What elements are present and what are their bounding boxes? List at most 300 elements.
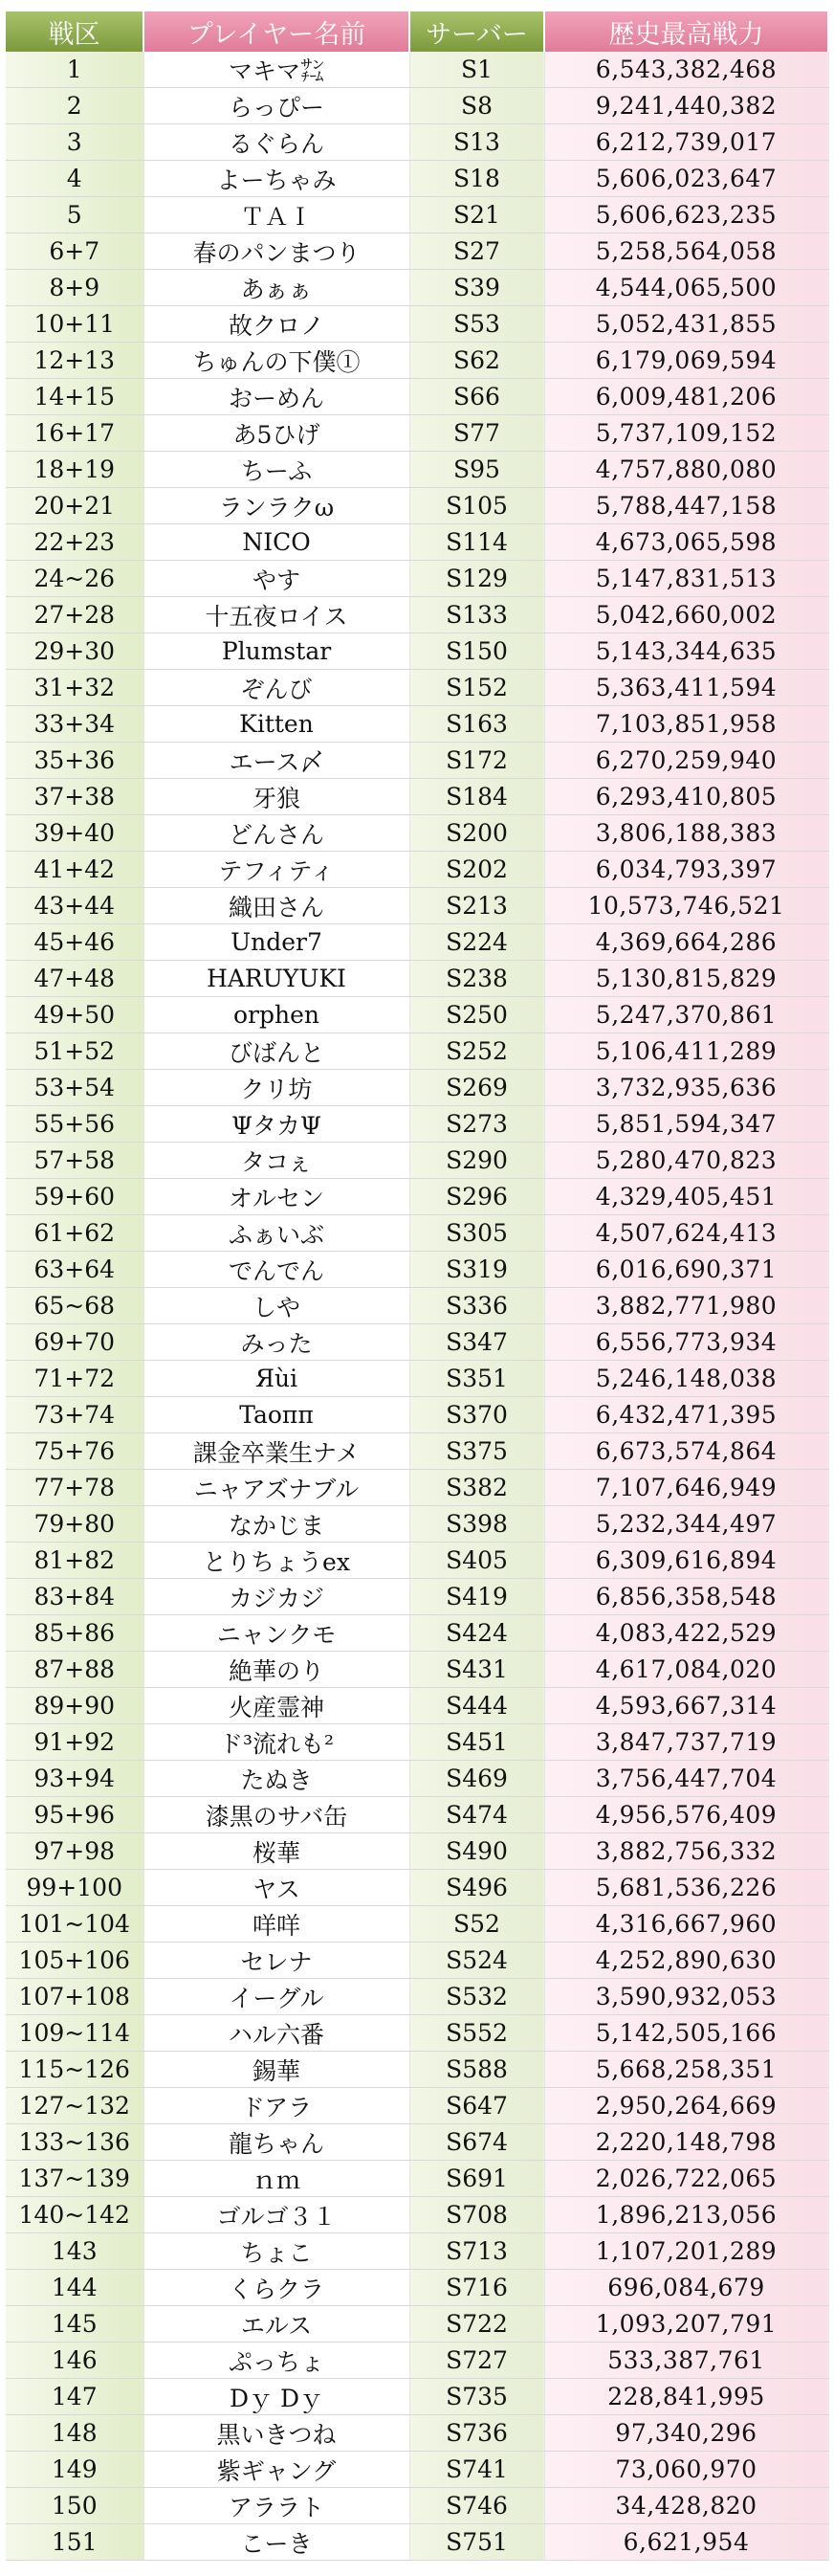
server-cell: S8 — [409, 88, 544, 124]
power-cell: 5,668,258,351 — [544, 2052, 828, 2088]
area-cell: 33+34 — [6, 706, 143, 743]
power-cell: 6,856,358,548 — [544, 1579, 828, 1615]
table-row — [6, 1797, 828, 1833]
table-row — [6, 2415, 828, 2452]
area-cell: 99+100 — [6, 1870, 143, 1906]
power-cell: 5,042,660,002 — [544, 597, 828, 633]
power-cell: 7,107,646,949 — [544, 1470, 828, 1506]
ranking-table — [6, 11, 829, 2561]
power-cell: 696,084,679 — [544, 2270, 828, 2306]
power-cell: 4,757,880,080 — [544, 452, 828, 488]
power-cell: 5,737,109,152 — [544, 415, 828, 452]
player-name-cell: Dｙ Dｙ — [143, 2379, 409, 2415]
power-cell: 9,241,440,382 — [544, 88, 828, 124]
server-cell: S647 — [409, 2088, 544, 2124]
power-cell: 5,363,411,594 — [544, 670, 828, 706]
player-name-cell: ランラクω — [143, 488, 409, 524]
server-cell: S713 — [409, 2233, 544, 2270]
player-name-cell: ぷっちょ — [143, 2343, 409, 2379]
player-name-cell: エース〆 — [143, 743, 409, 779]
table-row — [6, 997, 828, 1033]
table-row — [6, 852, 828, 888]
server-cell: S405 — [409, 1543, 544, 1579]
power-cell: 7,103,851,958 — [544, 706, 828, 743]
table-row — [6, 1288, 828, 1324]
table-row — [6, 2452, 828, 2488]
table-row — [6, 779, 828, 815]
server-cell: S252 — [409, 1033, 544, 1070]
header-server: サーバー — [409, 11, 544, 52]
server-cell: S1 — [409, 52, 544, 88]
area-cell: 63+64 — [6, 1252, 143, 1288]
table-row — [6, 1833, 828, 1870]
server-cell: S13 — [409, 124, 544, 161]
server-cell: S474 — [409, 1797, 544, 1833]
power-cell: 5,106,411,289 — [544, 1033, 828, 1070]
area-cell: 5 — [6, 197, 143, 233]
server-cell: S674 — [409, 2124, 544, 2161]
player-name-cell: マキマ㌠ — [143, 52, 409, 88]
power-cell: 97,340,296 — [544, 2415, 828, 2452]
area-cell: 53+54 — [6, 1070, 143, 1106]
header-max-power: 歴史最高戦力 — [544, 11, 828, 52]
power-cell: 4,673,065,598 — [544, 524, 828, 561]
power-cell: 4,369,664,286 — [544, 924, 828, 961]
area-cell: 127~132 — [6, 2088, 143, 2124]
server-cell: S269 — [409, 1070, 544, 1106]
table-row — [6, 815, 828, 852]
power-cell: 5,232,344,497 — [544, 1506, 828, 1543]
area-cell: 95+96 — [6, 1797, 143, 1833]
server-cell: S398 — [409, 1506, 544, 1543]
server-cell: S727 — [409, 2343, 544, 2379]
power-cell: 4,956,576,409 — [544, 1797, 828, 1833]
server-cell: S202 — [409, 852, 544, 888]
area-cell: 29+30 — [6, 633, 143, 670]
table-row — [6, 1470, 828, 1506]
power-cell: 6,673,574,864 — [544, 1433, 828, 1470]
player-name-cell: おーめん — [143, 379, 409, 415]
table-row — [6, 924, 828, 961]
table-row — [6, 1070, 828, 1106]
player-name-cell: ド³流れも² — [143, 1724, 409, 1761]
area-cell: 83+84 — [6, 1579, 143, 1615]
area-cell: 137~139 — [6, 2161, 143, 2197]
table-row — [6, 1324, 828, 1361]
area-cell: 35+36 — [6, 743, 143, 779]
server-cell: S746 — [409, 2488, 544, 2524]
server-cell: S273 — [409, 1106, 544, 1143]
area-cell: 31+32 — [6, 670, 143, 706]
table-row — [6, 379, 828, 415]
power-cell: 3,732,935,636 — [544, 1070, 828, 1106]
power-cell: 1,107,201,289 — [544, 2233, 828, 2270]
server-cell: S95 — [409, 452, 544, 488]
player-name-cell: るぐらん — [143, 124, 409, 161]
power-cell: 6,009,481,206 — [544, 379, 828, 415]
server-cell: S62 — [409, 343, 544, 379]
player-name-cell: あ5ひげ — [143, 415, 409, 452]
player-name-cell: 錫華 — [143, 2052, 409, 2088]
player-name-cell: らっぴー — [143, 88, 409, 124]
area-cell: 57+58 — [6, 1143, 143, 1179]
server-cell: S53 — [409, 306, 544, 343]
power-cell: 4,544,065,500 — [544, 270, 828, 306]
server-cell: S451 — [409, 1724, 544, 1761]
area-cell: 77+78 — [6, 1470, 143, 1506]
player-name-cell: Яùi — [143, 1361, 409, 1397]
server-cell: S163 — [409, 706, 544, 743]
power-cell: 4,593,667,314 — [544, 1688, 828, 1724]
player-name-cell: ニャンクモ — [143, 1615, 409, 1652]
area-cell: 150 — [6, 2488, 143, 2524]
server-cell: S431 — [409, 1652, 544, 1688]
server-cell: S347 — [409, 1324, 544, 1361]
power-cell: 4,617,084,020 — [544, 1652, 828, 1688]
header-row — [6, 11, 828, 52]
table-row — [6, 2088, 828, 2124]
player-name-cell: 絶華のり — [143, 1652, 409, 1688]
table-row — [6, 161, 828, 197]
player-name-cell: 桜華 — [143, 1833, 409, 1870]
table-row — [6, 1361, 828, 1397]
table-row — [6, 306, 828, 343]
power-cell: 3,806,188,383 — [544, 815, 828, 852]
table-row — [6, 197, 828, 233]
area-cell: 79+80 — [6, 1506, 143, 1543]
area-cell: 45+46 — [6, 924, 143, 961]
area-cell: 148 — [6, 2415, 143, 2452]
player-name-cell: ＴＡＩ — [143, 197, 409, 233]
table-row — [6, 2161, 828, 2197]
power-cell: 2,220,148,798 — [544, 2124, 828, 2161]
table-row — [6, 415, 828, 452]
table-row — [6, 488, 828, 524]
area-cell: 105+106 — [6, 1943, 143, 1979]
player-name-cell: オルセン — [143, 1179, 409, 1215]
player-name-cell: ニャアズナブル — [143, 1470, 409, 1506]
server-cell: S184 — [409, 779, 544, 815]
player-name-cell: くらクラ — [143, 2270, 409, 2306]
power-cell: 3,590,932,053 — [544, 1979, 828, 2015]
header-player-name: プレイヤー名前 — [143, 11, 409, 52]
area-cell: 145 — [6, 2306, 143, 2343]
power-cell: 5,130,815,829 — [544, 961, 828, 997]
player-name-cell: ヤス — [143, 1870, 409, 1906]
player-name-cell: ちょこ — [143, 2233, 409, 2270]
area-cell: 87+88 — [6, 1652, 143, 1688]
table-row — [6, 2306, 828, 2343]
player-name-cell: ふぁいぶ — [143, 1215, 409, 1252]
player-name-cell: Plumstar — [143, 633, 409, 670]
area-cell: 59+60 — [6, 1179, 143, 1215]
area-cell: 75+76 — [6, 1433, 143, 1470]
area-cell: 71+72 — [6, 1361, 143, 1397]
server-cell: S152 — [409, 670, 544, 706]
area-cell: 49+50 — [6, 997, 143, 1033]
power-cell: 5,606,623,235 — [544, 197, 828, 233]
server-cell: S716 — [409, 2270, 544, 2306]
area-cell: 61+62 — [6, 1215, 143, 1252]
player-name-cell: 織田さん — [143, 888, 409, 924]
area-cell: 10+11 — [6, 306, 143, 343]
power-cell: 6,212,739,017 — [544, 124, 828, 161]
power-cell: 4,507,624,413 — [544, 1215, 828, 1252]
player-name-cell: こーき — [143, 2524, 409, 2561]
power-cell: 73,060,970 — [544, 2452, 828, 2488]
area-cell: 115~126 — [6, 2052, 143, 2088]
area-cell: 43+44 — [6, 888, 143, 924]
player-name-cell: 黒いきつね — [143, 2415, 409, 2452]
area-cell: 12+13 — [6, 343, 143, 379]
power-cell: 6,309,616,894 — [544, 1543, 828, 1579]
player-name-cell: Kitten — [143, 706, 409, 743]
server-cell: S129 — [409, 561, 544, 597]
power-cell: 5,247,370,861 — [544, 997, 828, 1033]
player-name-cell: 紫ギャング — [143, 2452, 409, 2488]
power-cell: 4,252,890,630 — [544, 1943, 828, 1979]
server-cell: S552 — [409, 2015, 544, 2052]
table-row — [6, 1397, 828, 1433]
player-name-cell: アララト — [143, 2488, 409, 2524]
player-name-cell: たぬき — [143, 1761, 409, 1797]
player-name-cell: とりちょうex — [143, 1543, 409, 1579]
server-cell: S296 — [409, 1179, 544, 1215]
table-row — [6, 961, 828, 997]
player-name-cell: タコぇ — [143, 1143, 409, 1179]
table-row — [6, 670, 828, 706]
player-name-cell: でんでん — [143, 1252, 409, 1288]
power-cell: 5,851,594,347 — [544, 1106, 828, 1143]
table-row — [6, 1943, 828, 1979]
table-row — [6, 1215, 828, 1252]
player-name-cell: 春のパンまつり — [143, 233, 409, 270]
server-cell: S21 — [409, 197, 544, 233]
table-row — [6, 633, 828, 670]
player-name-cell: 火産霊神 — [143, 1688, 409, 1724]
server-cell: S133 — [409, 597, 544, 633]
table-row — [6, 1252, 828, 1288]
table-row — [6, 1033, 828, 1070]
server-cell: S419 — [409, 1579, 544, 1615]
area-cell: 140~142 — [6, 2197, 143, 2233]
area-cell: 6+7 — [6, 233, 143, 270]
power-cell: 6,179,069,594 — [544, 343, 828, 379]
table-row — [6, 52, 828, 88]
table-row — [6, 124, 828, 161]
power-cell: 6,432,471,395 — [544, 1397, 828, 1433]
player-name-cell: NICO — [143, 524, 409, 561]
player-name-cell: やす — [143, 561, 409, 597]
power-cell: 2,950,264,669 — [544, 2088, 828, 2124]
server-cell: S77 — [409, 415, 544, 452]
power-cell: 6,016,690,371 — [544, 1252, 828, 1288]
table-row — [6, 2015, 828, 2052]
power-cell: 4,329,405,451 — [544, 1179, 828, 1215]
player-name-cell: ｎｍ — [143, 2161, 409, 2197]
server-cell: S532 — [409, 1979, 544, 2015]
power-cell: 6,543,382,468 — [544, 52, 828, 88]
area-cell: 18+19 — [6, 452, 143, 488]
player-name-cell: クリ坊 — [143, 1070, 409, 1106]
player-name-cell: あぁぁ — [143, 270, 409, 306]
table-row — [6, 597, 828, 633]
power-cell: 2,026,722,065 — [544, 2161, 828, 2197]
player-name-cell: HARUYUKI — [143, 961, 409, 997]
table-row — [6, 1724, 828, 1761]
area-cell: 22+23 — [6, 524, 143, 561]
server-cell: S469 — [409, 1761, 544, 1797]
power-cell: 34,428,820 — [544, 2488, 828, 2524]
area-cell: 101~104 — [6, 1906, 143, 1943]
table-row — [6, 743, 828, 779]
table-row — [6, 2233, 828, 2270]
area-cell: 47+48 — [6, 961, 143, 997]
area-cell: 2 — [6, 88, 143, 124]
player-name-cell: ドアラ — [143, 2088, 409, 2124]
player-name-cell: 課金卒業生ナメ — [143, 1433, 409, 1470]
table-row — [6, 1761, 828, 1797]
player-name-cell: 漆黒のサバ缶 — [143, 1797, 409, 1833]
server-cell: S66 — [409, 379, 544, 415]
power-cell: 3,847,737,719 — [544, 1724, 828, 1761]
area-cell: 89+90 — [6, 1688, 143, 1724]
area-cell: 65~68 — [6, 1288, 143, 1324]
server-cell: S39 — [409, 270, 544, 306]
area-cell: 133~136 — [6, 2124, 143, 2161]
table-row — [6, 561, 828, 597]
table-row — [6, 1143, 828, 1179]
table-row — [6, 2379, 828, 2415]
server-cell: S751 — [409, 2524, 544, 2561]
area-cell: 146 — [6, 2343, 143, 2379]
player-name-cell: ハル六番 — [143, 2015, 409, 2052]
player-name-cell: エルス — [143, 2306, 409, 2343]
power-cell: 5,246,148,038 — [544, 1361, 828, 1397]
power-cell: 5,143,344,635 — [544, 633, 828, 670]
area-cell: 147 — [6, 2379, 143, 2415]
table-row — [6, 343, 828, 379]
server-cell: S490 — [409, 1833, 544, 1870]
area-cell: 55+56 — [6, 1106, 143, 1143]
player-name-cell: びばんと — [143, 1033, 409, 1070]
server-cell: S238 — [409, 961, 544, 997]
server-cell: S691 — [409, 2161, 544, 2197]
area-cell: 107+108 — [6, 1979, 143, 2015]
player-name-cell: カジカジ — [143, 1579, 409, 1615]
player-name-cell: ゴルゴ３１ — [143, 2197, 409, 2233]
server-cell: S375 — [409, 1433, 544, 1470]
power-cell: 1,896,213,056 — [544, 2197, 828, 2233]
power-cell: 6,556,773,934 — [544, 1324, 828, 1361]
table-row — [6, 1579, 828, 1615]
table-row — [6, 2488, 828, 2524]
area-cell: 97+98 — [6, 1833, 143, 1870]
server-cell: S172 — [409, 743, 544, 779]
server-cell: S708 — [409, 2197, 544, 2233]
server-cell: S735 — [409, 2379, 544, 2415]
table-row — [6, 1506, 828, 1543]
power-cell: 5,681,536,226 — [544, 1870, 828, 1906]
area-cell: 27+28 — [6, 597, 143, 633]
area-cell: 85+86 — [6, 1615, 143, 1652]
player-name-cell: orphen — [143, 997, 409, 1033]
area-cell: 41+42 — [6, 852, 143, 888]
power-cell: 3,882,756,332 — [544, 1833, 828, 1870]
power-cell: 6,293,410,805 — [544, 779, 828, 815]
power-cell: 4,083,422,529 — [544, 1615, 828, 1652]
table-row — [6, 1870, 828, 1906]
area-cell: 51+52 — [6, 1033, 143, 1070]
server-cell: S224 — [409, 924, 544, 961]
player-name-cell: 龍ちゃん — [143, 2124, 409, 2161]
server-cell: S382 — [409, 1470, 544, 1506]
server-cell: S105 — [409, 488, 544, 524]
table-row — [6, 1106, 828, 1143]
player-name-cell: セレナ — [143, 1943, 409, 1979]
player-name-cell: Under7 — [143, 924, 409, 961]
player-name-cell: ぞんび — [143, 670, 409, 706]
server-cell: S524 — [409, 1943, 544, 1979]
table-row — [6, 706, 828, 743]
server-cell: S250 — [409, 997, 544, 1033]
server-cell: S52 — [409, 1906, 544, 1943]
server-cell: S319 — [409, 1252, 544, 1288]
player-name-cell: 牙狼 — [143, 779, 409, 815]
power-cell: 5,258,564,058 — [544, 233, 828, 270]
server-cell: S305 — [409, 1215, 544, 1252]
area-cell: 91+92 — [6, 1724, 143, 1761]
player-name-cell: テフィティ — [143, 852, 409, 888]
player-name-cell: なかじま — [143, 1506, 409, 1543]
server-cell: S736 — [409, 2415, 544, 2452]
player-name-cell: 十五夜ロイス — [143, 597, 409, 633]
server-cell: S496 — [409, 1870, 544, 1906]
power-cell: 1,093,207,791 — [544, 2306, 828, 2343]
server-cell: S290 — [409, 1143, 544, 1179]
ranking-page — [6, 0, 828, 2561]
player-name-cell: どんさん — [143, 815, 409, 852]
server-cell: S336 — [409, 1288, 544, 1324]
power-cell: 6,034,793,397 — [544, 852, 828, 888]
area-cell: 1 — [6, 52, 143, 88]
power-cell: 3,756,447,704 — [544, 1761, 828, 1797]
player-name-cell: しや — [143, 1288, 409, 1324]
table-body — [6, 52, 828, 2561]
server-cell: S588 — [409, 2052, 544, 2088]
server-cell: S741 — [409, 2452, 544, 2488]
power-cell: 5,280,470,823 — [544, 1143, 828, 1179]
area-cell: 20+21 — [6, 488, 143, 524]
player-name-cell: 咩咩 — [143, 1906, 409, 1943]
server-cell: S351 — [409, 1361, 544, 1397]
area-cell: 73+74 — [6, 1397, 143, 1433]
table-row — [6, 2124, 828, 2161]
power-cell: 5,606,023,647 — [544, 161, 828, 197]
table-row — [6, 2052, 828, 2088]
table-row — [6, 524, 828, 561]
server-cell: S370 — [409, 1397, 544, 1433]
server-cell: S27 — [409, 233, 544, 270]
power-cell: 10,573,746,521 — [544, 888, 828, 924]
player-name-cell: ちゅんの下僕① — [143, 343, 409, 379]
table-row — [6, 1179, 828, 1215]
power-cell: 5,788,447,158 — [544, 488, 828, 524]
server-cell: S213 — [409, 888, 544, 924]
area-cell: 149 — [6, 2452, 143, 2488]
area-cell: 69+70 — [6, 1324, 143, 1361]
area-cell: 93+94 — [6, 1761, 143, 1797]
